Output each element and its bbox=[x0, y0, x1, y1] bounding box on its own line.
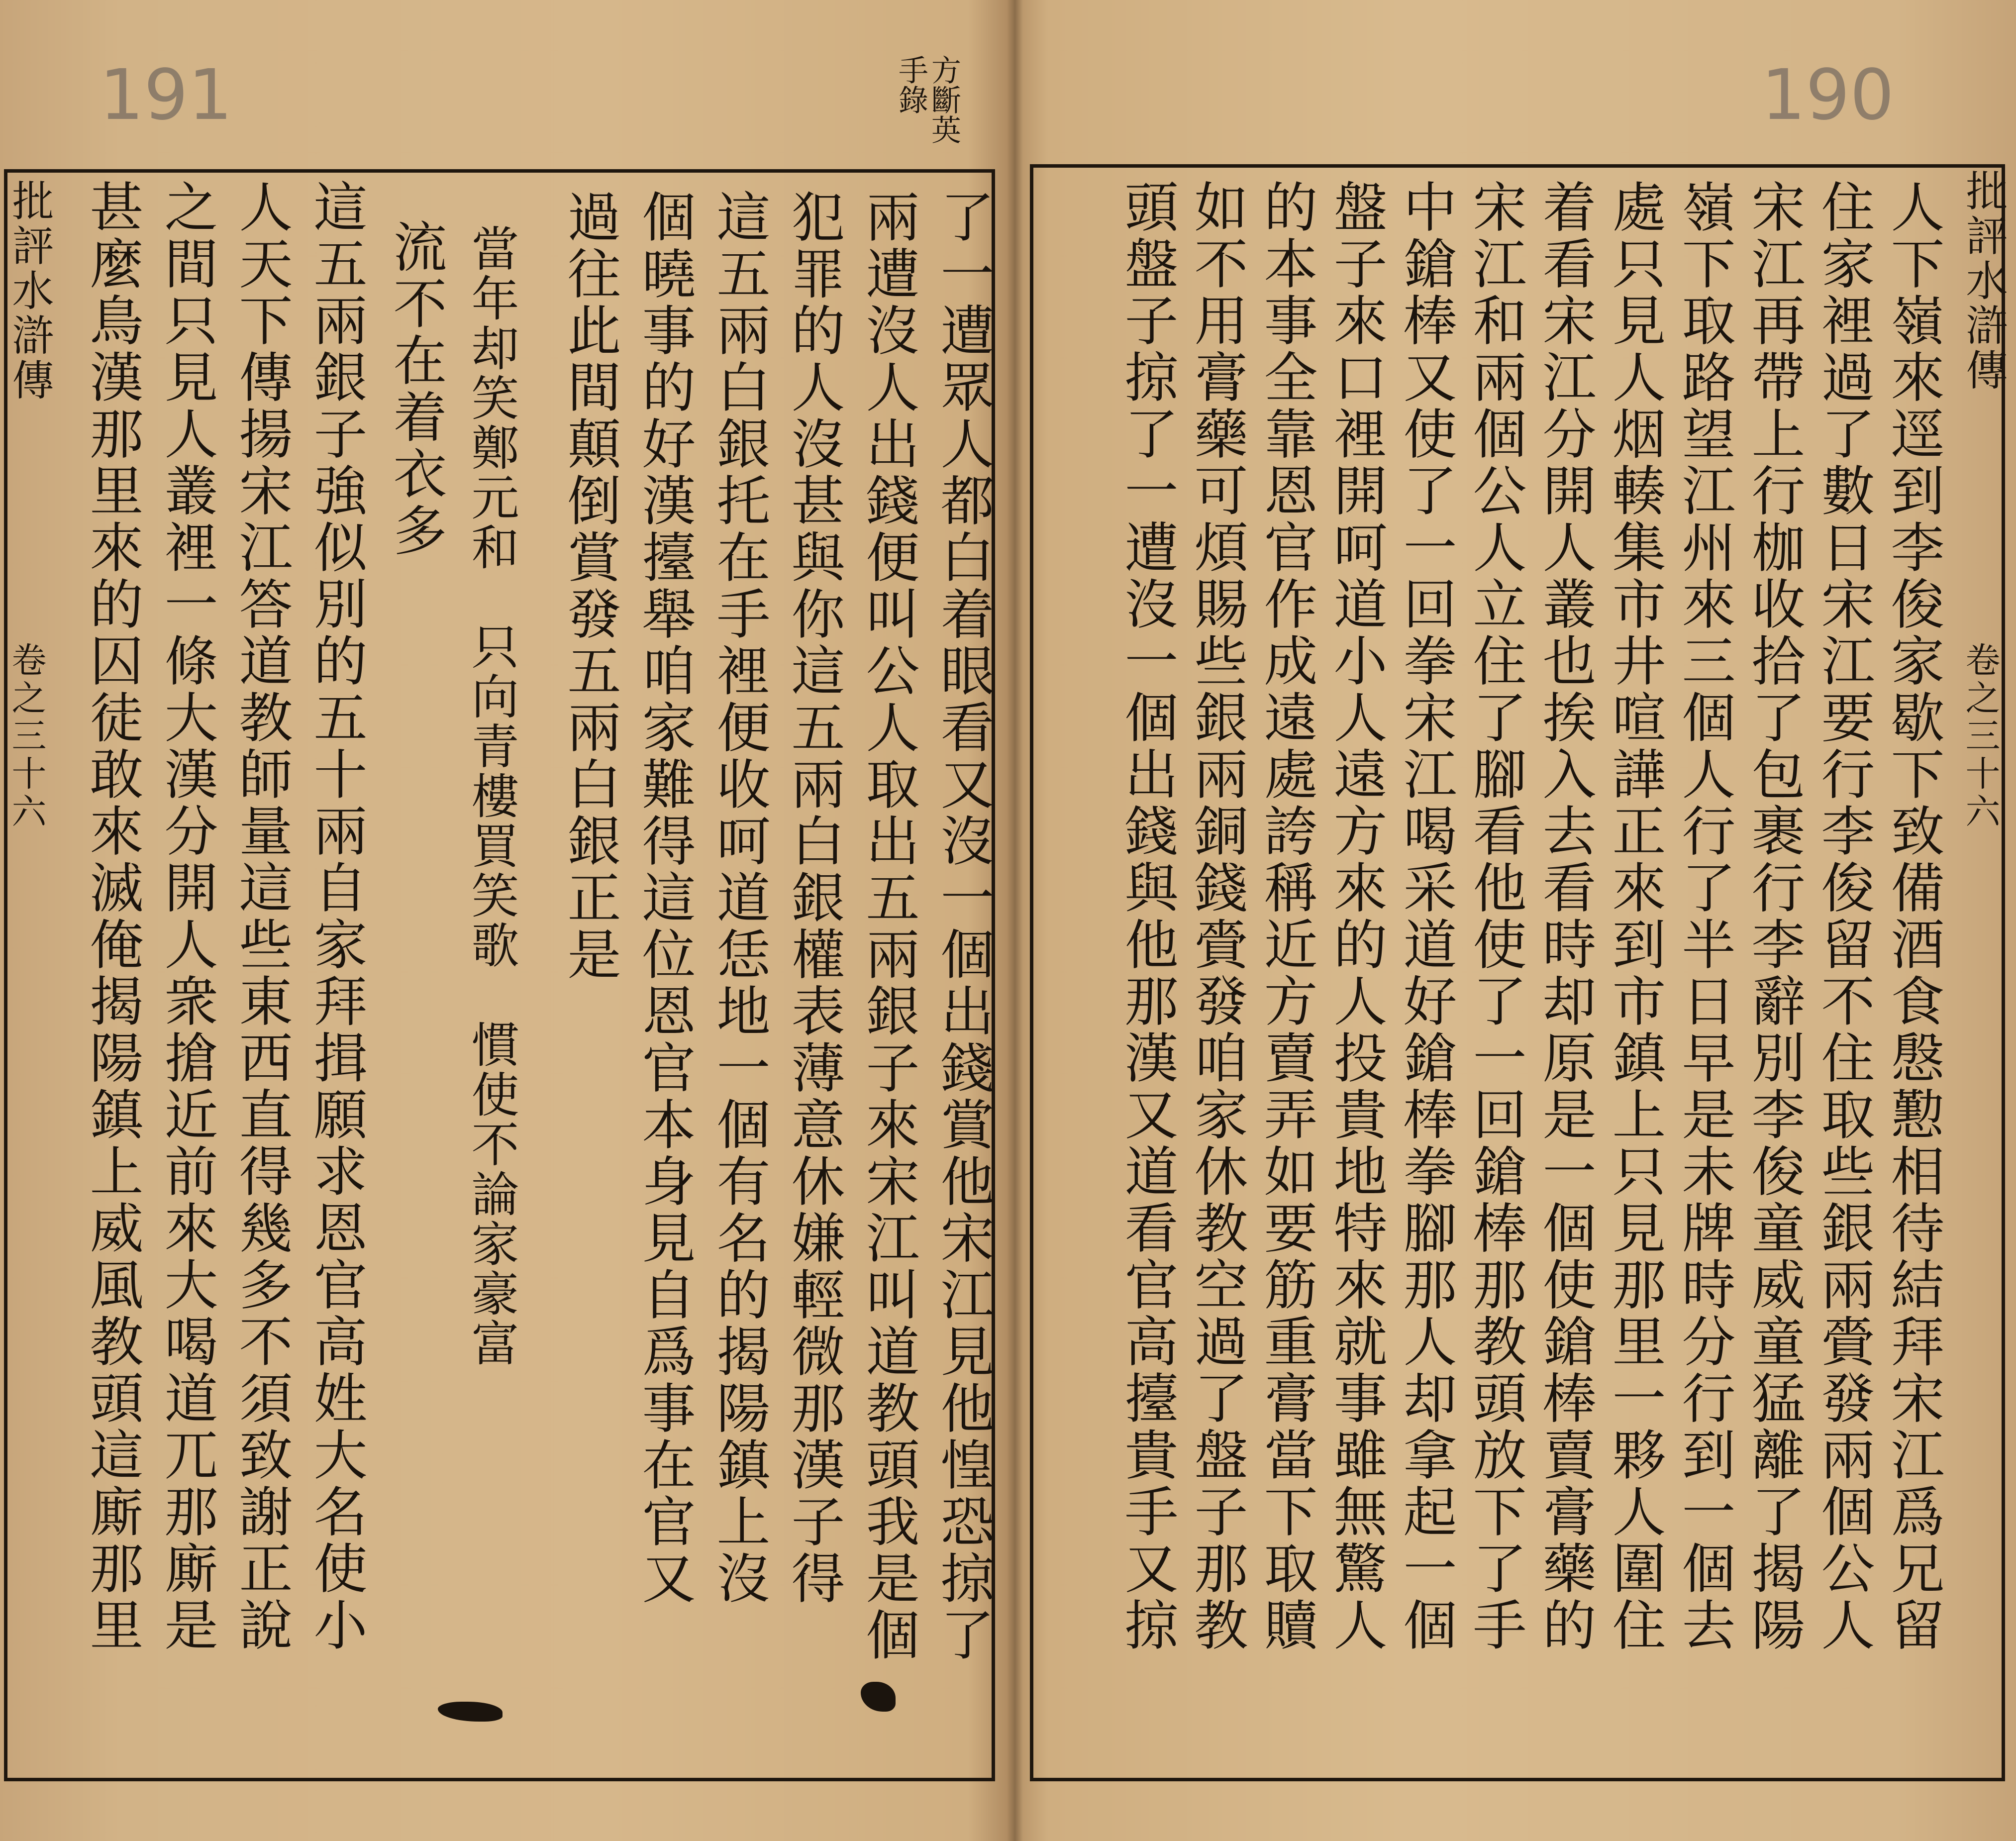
left-column-12: 甚麼鳥漢那里來的囚徒敢來滅俺揭陽鎮上威風教頭這廝那里 bbox=[81, 179, 143, 1654]
left-margin-title: 批評水滸傳 bbox=[5, 179, 54, 403]
right-column-12: 頭盤子掠了一遭沒一個出錢與他那漢又道看官高擡貴手又掠 bbox=[1115, 179, 1178, 1654]
left-column-9: 這五兩銀子強似別的五十兩自家拜揖願求恩官高姓大名使小 bbox=[304, 179, 367, 1654]
right-margin-title: 批評水滸傳 bbox=[1959, 169, 2008, 393]
right-column-8: 中鎗棒又使了一回拳宋江喝采道好鎗棒拳腳那人却拿起一個 bbox=[1394, 179, 1456, 1654]
collector-seal-text: 方斷英手錄 bbox=[894, 55, 961, 144]
left-folio-number: 191 bbox=[100, 55, 233, 136]
left-column-11: 之間只見人叢裡一條大漢分開人衆搶近前來大喝道兀那廝是 bbox=[155, 179, 217, 1654]
left-poem-end: 流不在着衣多 bbox=[384, 219, 446, 559]
right-column-5: 處只見人烟輳集市井喧譁正來到市鎮上只見那里一夥人圍住 bbox=[1603, 179, 1665, 1654]
left-column-1: 了一遭眾人都白着眼看又沒一個出錢賞他宋江見他惶恐掠了 bbox=[931, 189, 994, 1664]
right-column-1: 人下嶺來逕到李俊家歇下致備酒食慇懃相待結拜宋江爲兄留 bbox=[1882, 179, 1944, 1654]
left-poem-line: 當年却笑鄭元和 只向青樓買笑歌 慣使不論家豪富 bbox=[464, 224, 519, 1368]
left-column-2: 兩遭沒人出錢便叫公人取出五兩銀子來宋江叫道教頭我是個 bbox=[857, 189, 919, 1664]
right-column-4: 嶺下取路望江州來三個人行了半日早是未牌時分行到一個去 bbox=[1673, 179, 1735, 1654]
left-column-4: 這五兩白銀托在手裡便收呵道恁地一個有名的揭陽鎮上沒 bbox=[707, 189, 770, 1607]
left-column-10: 人天下傳揚宋江答道教師量這些東西直得幾多不須致謝正說 bbox=[230, 179, 292, 1654]
right-column-2: 住家裡過了數日宋江要行李俊留不住取些銀兩賫發兩個公人 bbox=[1812, 179, 1874, 1654]
right-page bbox=[1020, 0, 2016, 1841]
right-folio-number: 190 bbox=[1761, 55, 1895, 136]
right-column-3: 宋江再帶上行枷收拾了包裹行李辭別李俊童威童猛離了揭陽 bbox=[1742, 179, 1805, 1654]
left-column-5: 個曉事的好漢擡舉咱家難得這位恩官本身見自爲事在官又 bbox=[633, 189, 695, 1607]
right-column-11: 如不用膏藥可煩賜些銀兩銅錢賫發咱家休教空過了盤子那教 bbox=[1185, 179, 1247, 1654]
left-margin-juan: 卷之三十六 bbox=[6, 642, 47, 831]
right-column-7: 宋江和兩個公人立住了腳看他使了一回鎗棒那教頭放下了手 bbox=[1464, 179, 1526, 1654]
left-column-6: 過往此間顛倒賞發五兩白銀正是 bbox=[558, 189, 620, 983]
right-column-6: 着看宋江分開人叢也挨入去看時却原是一個使鎗棒賣膏藥的 bbox=[1533, 179, 1596, 1654]
right-column-9: 盤子來口裡開呵道小人遠方來的人投貴地特來就事雖無驚人 bbox=[1324, 179, 1387, 1654]
left-column-3: 犯罪的人沒甚與你這五兩白銀權表薄意休嫌輕微那漢子得 bbox=[782, 189, 844, 1607]
right-column-10: 的本事全靠恩官作成遠處誇稱近方賣弄如要筋重膏當下取贖 bbox=[1255, 179, 1317, 1654]
right-margin-juan: 卷之三十六 bbox=[1960, 642, 2001, 831]
